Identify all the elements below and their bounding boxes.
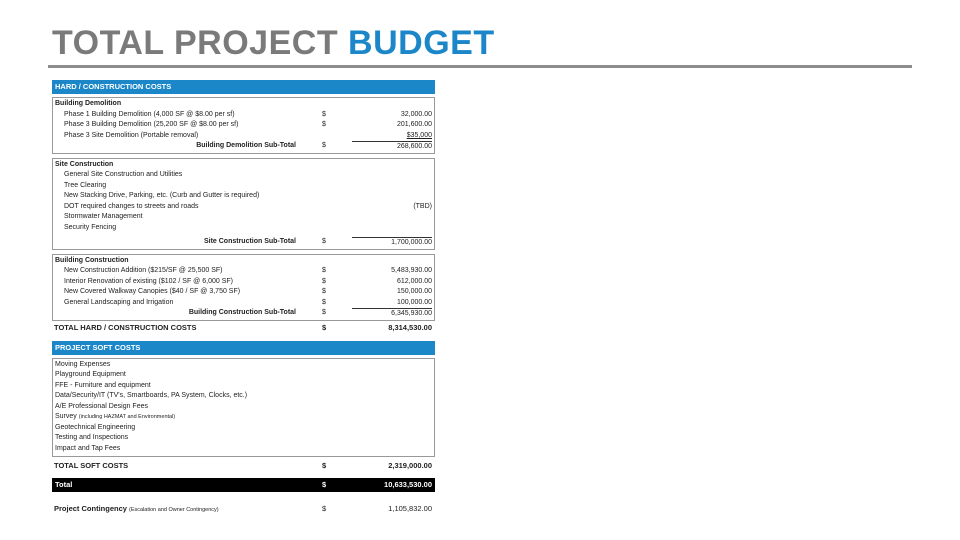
amount-cell: 8,314,530.00	[388, 322, 432, 332]
label-cell: Geotechnical Engineering	[55, 423, 136, 431]
currency-cell	[322, 202, 352, 213]
grand-total-amount: 10,633,530.00	[384, 480, 432, 489]
amount-cell: 1,700,000.00	[352, 237, 432, 248]
label-cell: Moving Expenses	[55, 360, 111, 368]
currency-cell: $	[322, 322, 327, 332]
building-construction-section	[52, 254, 435, 321]
amount-cell: $35,000	[406, 131, 432, 139]
title-accent: BUDGET	[348, 24, 495, 62]
title-divider	[48, 65, 912, 68]
currency-cell: $	[322, 461, 327, 470]
table-row	[55, 277, 432, 288]
label-cell: New Stacking Drive, Parking, etc. (Curb and Gutter is required)	[64, 192, 260, 199]
table-row	[55, 110, 432, 121]
currency-cell: $	[322, 298, 326, 306]
label-cell: Impact and Tap Fees	[55, 444, 121, 452]
label-cell: Security Fencing	[64, 223, 116, 234]
label-cell: Building Construction	[55, 256, 129, 264]
contingency-row: Project Contingency (Escalation and Owner Contingency) $ 1,105,832.00	[52, 502, 435, 516]
list-item	[55, 402, 432, 413]
amount-cell	[352, 223, 432, 234]
subtotal-row	[55, 237, 432, 248]
demolition-section	[52, 97, 435, 154]
label-cell: New Covered Walkway Canopies ($40 / SF @ 3,750 SF)	[64, 288, 241, 295]
total-soft-costs-row	[52, 459, 435, 473]
amount-cell: 1,105,832.00	[388, 504, 432, 513]
amount-cell	[352, 181, 432, 192]
amount-cell	[352, 212, 432, 223]
table-row	[55, 212, 432, 223]
label-cell: Testing and Inspections	[55, 434, 129, 441]
label-cell: TOTAL HARD / CONSTRUCTION COSTS	[54, 322, 197, 332]
table-row	[55, 287, 432, 298]
amount-cell: 150,000.00	[396, 288, 432, 295]
label-cell: Playground Equipment	[55, 371, 126, 378]
amount-cell: 32,000.00	[400, 110, 432, 118]
grand-total-row	[52, 478, 435, 492]
list-item	[55, 370, 432, 381]
currency-cell: $	[322, 121, 326, 128]
table-row	[55, 266, 432, 277]
table-row	[55, 191, 432, 202]
soft-costs-section	[52, 358, 435, 458]
soft-costs-band: PROJECT SOFT COSTS	[52, 341, 435, 355]
hard-costs-band: HARD / CONSTRUCTION COSTS	[52, 80, 435, 94]
label-cell: FFE - Furniture and equipment	[55, 381, 151, 389]
subtotal-row	[55, 141, 432, 152]
label-cell: Site Construction	[55, 160, 114, 168]
currency-cell	[322, 212, 352, 223]
label-cell: Data/Security/IT (TV's, Smartboards, PA System, Clocks, etc.)	[55, 392, 248, 399]
currency-cell	[322, 223, 352, 234]
currency-cell: $	[322, 309, 326, 316]
currency-cell: $	[322, 267, 326, 274]
total-hard-costs-row	[52, 321, 435, 335]
currency-cell	[322, 170, 352, 181]
list-item	[55, 360, 432, 371]
label-cell: General Site Construction and Utilities	[64, 171, 183, 178]
table-row	[55, 181, 432, 192]
currency-cell: $	[322, 110, 326, 118]
label-cell: Site Construction Sub-Total	[203, 238, 296, 245]
amount-cell: 100,000.00	[396, 298, 432, 306]
page-title	[52, 24, 495, 63]
grand-total-label: Total	[55, 480, 73, 489]
section-header	[55, 160, 432, 171]
subtotal-row	[55, 308, 432, 319]
grand-total-dollar: $	[322, 480, 327, 489]
title-main: TOTAL PROJECT	[52, 24, 349, 62]
currency-cell: $	[322, 142, 326, 149]
list-item	[55, 412, 432, 423]
currency-cell: $	[322, 238, 326, 245]
amount-cell: 268,600.00	[352, 141, 432, 152]
table-row	[55, 202, 432, 213]
label-cell: Stormwater Management	[64, 213, 143, 220]
label-cell: Survey	[55, 413, 77, 420]
section-header	[55, 99, 432, 110]
amount-cell: (TBD)	[413, 202, 432, 210]
label-cell: Tree Clearing	[64, 181, 107, 189]
amount-cell: 612,000.00	[396, 277, 432, 285]
amount-cell	[352, 191, 432, 202]
amount-cell: 201,600.00	[396, 121, 432, 128]
section-header	[55, 256, 432, 267]
label-cell: New Construction Addition ($215/SF @ 25,500 SF)	[64, 267, 223, 274]
amount-cell: 2,319,000.00	[388, 461, 432, 470]
label-cell: (including HAZMAT and Environmental)	[78, 414, 176, 420]
currency-cell: $	[322, 277, 326, 285]
currency-cell	[322, 191, 352, 202]
list-item	[55, 381, 432, 392]
amount-cell	[352, 170, 432, 181]
label-cell: Interior Renovation of existing ($102 / SF @ 6,000 SF)	[64, 277, 233, 285]
list-item	[55, 444, 432, 455]
amount-cell: 6,345,930.00	[352, 308, 432, 319]
label-cell: A/E Professional Design Fees	[55, 402, 148, 410]
table-row	[55, 120, 432, 131]
currency-cell	[322, 181, 352, 192]
table-row	[55, 170, 432, 181]
label-cell: Phase 3 Site Demolition (Portable removal)	[64, 131, 198, 142]
label-cell: TOTAL SOFT COSTS	[54, 461, 129, 470]
label-cell: General Landscaping and Irrigation	[64, 298, 173, 309]
label-cell: Phase 3 Building Demolition (25,200 SF @ $8.00 per sf)	[64, 121, 239, 128]
currency-cell: $	[322, 504, 327, 513]
table-row	[55, 223, 432, 234]
list-item	[55, 391, 432, 402]
currency-cell: $	[322, 288, 326, 295]
label-cell: Building Demolition Sub-Total	[196, 142, 296, 149]
currency-cell	[322, 131, 352, 142]
amount-cell: 5,483,930.00	[391, 267, 432, 274]
list-item	[55, 423, 432, 434]
site-construction-section	[52, 158, 435, 250]
table-row	[55, 131, 432, 142]
table-row	[55, 298, 432, 309]
budget-sheet	[52, 80, 435, 516]
list-item	[55, 433, 432, 444]
label-cell: Phase 1 Building Demolition (4,000 SF @ $8.00 per sf)	[64, 110, 235, 118]
label-cell: (Escalation and Owner Contingency)	[129, 507, 219, 513]
label-cell: DOT required changes to streets and roads	[64, 202, 199, 210]
label-cell: Building Demolition	[55, 100, 122, 107]
label-cell: Building Construction Sub-Total	[188, 309, 296, 316]
